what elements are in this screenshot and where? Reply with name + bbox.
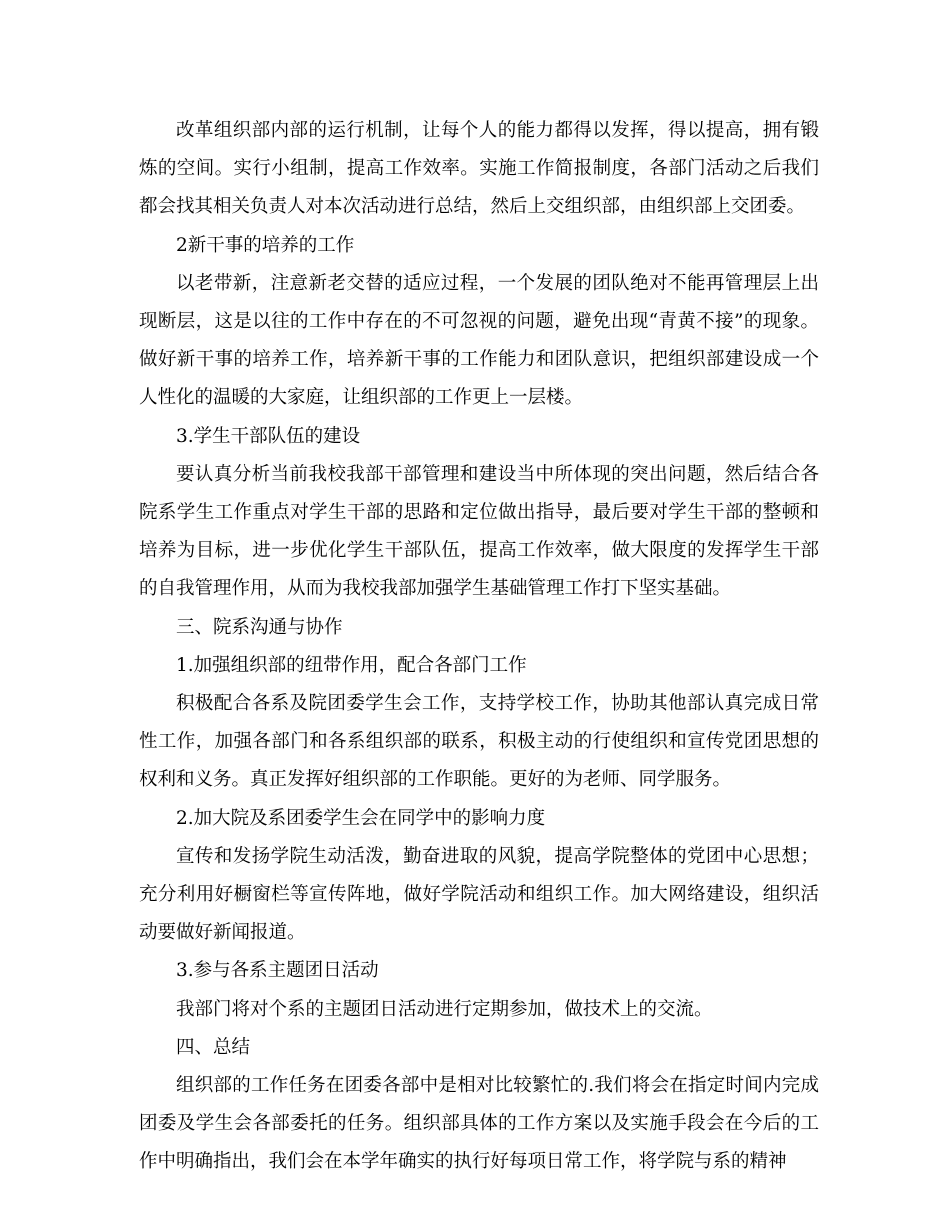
- heading-theme-activities: 3.参与各系主题团日活动: [176, 960, 379, 982]
- heading-section-three: 三、院系沟通与协作: [176, 616, 343, 638]
- paragraph-summary: 组织部的工作任务在团委各部中是相对比较繁忙的.我们将会在指定时间内完成团委及学生会各部委托的任务。组织部具体的工作方案以及实施手段会在今后的工作中明确指出，我们会在本学年确实的执行好每项日常工作，将学院与系的精神: [139, 1075, 819, 1173]
- heading-cadre-team-building: 3.学生干部队伍的建设: [176, 425, 361, 447]
- paragraph-cadre-team-building: 要认真分析当前我校我部干部管理和建设当中所体现的突出问题，然后结合各院系学生工作重点对学生干部的思路和定位做出指导，最后要对学生干部的整顿和培养为目标，进一步优化学生干部队伍，提高工作效率，做大限度的发挥学生干部的自我管理作用，从而为我校我部加强学生基础管理工作打下坚实基础。: [139, 463, 819, 600]
- heading-influence: 2.加大院及系团委学生会在同学中的影响力度: [176, 807, 546, 829]
- paragraph-theme-activities: 我部门将对个系的主题团日活动进行定期参加，做技术上的交流。: [176, 998, 713, 1020]
- paragraph-liaison-role: 积极配合各系及院团委学生会工作，支持学校工作，协助其他部认真完成日常性工作，加强各部门和各系组织部的联系，积极主动的行使组织和宣传党团思想的权利和义务。真正发挥好组织部的工作职能。更好的为老师、同学服务。: [139, 693, 819, 791]
- heading-section-four: 四、总结: [176, 1036, 251, 1058]
- heading-liaison-role: 1.加强组织部的纽带作用，配合各部门工作: [176, 654, 527, 676]
- paragraph-reform-mechanism: 改革组织部内部的运行机制，让每个人的能力都得以发挥，得以提高，拥有锻炼的空间。实行小组制，提高工作效率。实施工作简报制度，各部门活动之后我们都会找其相关负责人对本次活动进行总结，然后上交组织部，由组织部上交团委。: [139, 120, 819, 218]
- paragraph-new-staff-training: 以老带新，注意新老交替的适应过程，一个发展的团队绝对不能再管理层上出现断层，这是以往的工作中存在的不可忽视的问题，避免出现“青黄不接”的现象。做好新干事的培养工作，培养新干事的工作能力和团队意识，把组织部建设成一个人性化的温暖的大家庭，让组织部的工作更上一层楼。: [139, 272, 819, 409]
- paragraph-influence: 宣传和发扬学院生动活泼，勤奋进取的风貌，提高学院整体的党团中心思想；充分利用好橱窗栏等宣传阵地，做好学院活动和组织工作。加大网络建设，组织活动要做好新闻报道。: [139, 845, 819, 944]
- heading-new-staff-training: 2新干事的培养的工作: [176, 234, 355, 256]
- document-body: [139, 112, 819, 1182]
